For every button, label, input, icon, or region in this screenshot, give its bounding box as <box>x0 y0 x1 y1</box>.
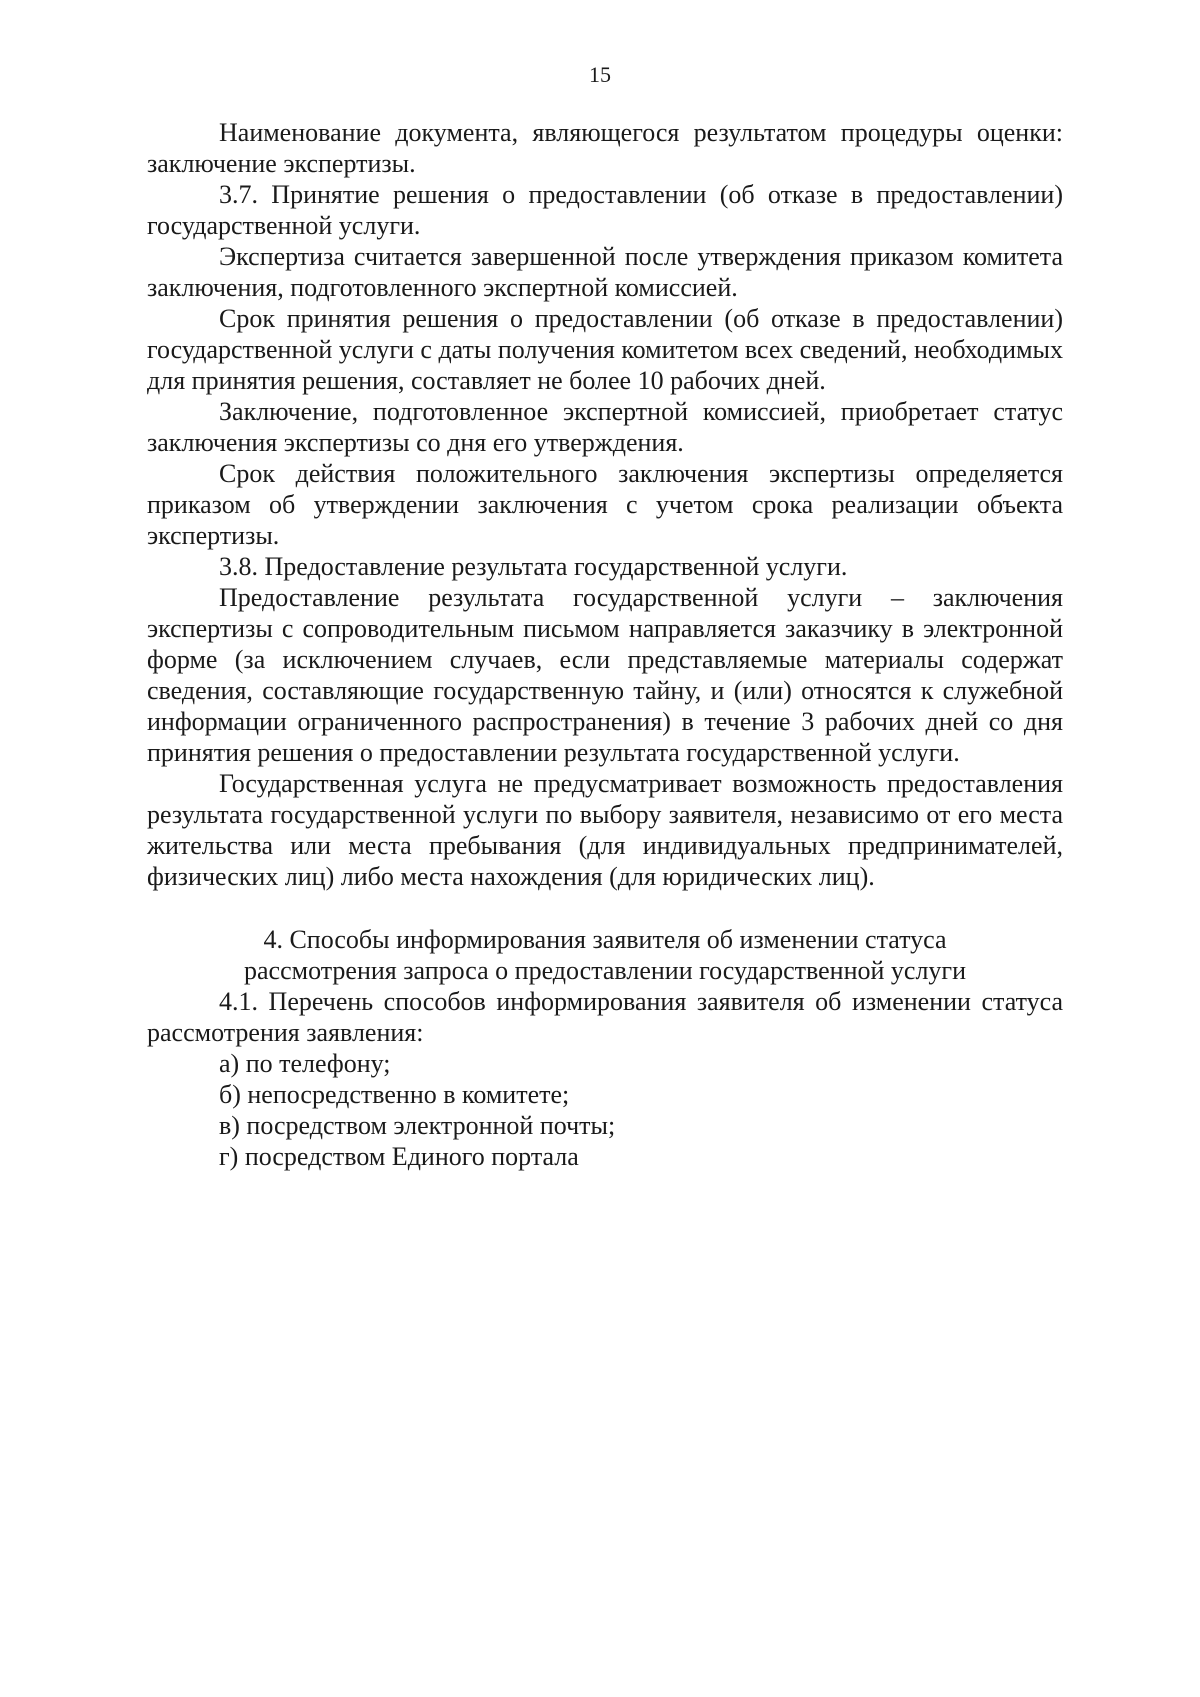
list-item: г) посредством Единого портала <box>219 1142 579 1171</box>
section-4-heading <box>147 924 1063 986</box>
paragraph-decision-term: Срок принятия решения о предоставлении (об отказе в предоставлении) государственной услуги с даты получения комитетом всех сведений, необходимых для принятия решения, составляет не более 10 рабочих дней. <box>147 304 1063 395</box>
paragraph-result-delivery: Предоставление результата государственной услуги – заключения экспертизы с сопроводительным письмом направляется заказчику в электронной форме (за исключением случаев, если представляемые материалы содержат сведения, составляющие государственную тайну, и (или) относятся к служебной информации ограниченного распространения) в течение 3 рабочих дней со дня принятия решения о предоставлении результата государственной услуги. <box>147 583 1063 767</box>
list-item: в) посредством электронной почты; <box>219 1111 616 1140</box>
paragraph-no-choice: Государственная услуга не предусматривает возможность предоставления результата государственной услуги по выбору заявителя, независимо от его места жительства или места пребывания (для индивидуальных предпринимателей, физических лиц) либо места нахождения (для юридических лиц). <box>147 769 1063 891</box>
section-4-heading-line2: рассмотрения запроса о предоставлении государственной услуги <box>244 956 966 985</box>
paragraph-document-name: Наименование документа, являющегося результатом процедуры оценки: заключение экспертизы. <box>147 118 1063 178</box>
paragraph-3-8-heading: 3.8. Предоставление результата государственной услуги. <box>219 552 848 581</box>
paragraph-4-1-intro: 4.1. Перечень способов информирования заявителя об изменении статуса рассмотрения заявления: <box>147 987 1063 1047</box>
paragraph-3-7-heading: 3.7. Принятие решения о предоставлении (об отказе в предоставлении) государственной услуги. <box>147 180 1063 240</box>
paragraph-expertise-complete: Экспертиза считается завершенной после утверждения приказом комитета заключения, подготовленного экспертной комиссией. <box>147 242 1063 302</box>
list-item: а) по телефону; <box>219 1049 391 1078</box>
list-item: б) непосредственно в комитете; <box>219 1080 570 1109</box>
document-body <box>147 117 1063 1172</box>
section-4-heading-line1: 4. Способы информирования заявителя об изменении статуса <box>263 925 947 954</box>
page-number: 15 <box>589 62 611 87</box>
paragraph-validity-term: Срок действия положительного заключения экспертизы определяется приказом об утверждении заключения с учетом срока реализации объекта экспертизы. <box>147 459 1063 550</box>
paragraph-conclusion-status: Заключение, подготовленное экспертной комиссией, приобретает статус заключения экспертизы со дня его утверждения. <box>147 397 1063 457</box>
